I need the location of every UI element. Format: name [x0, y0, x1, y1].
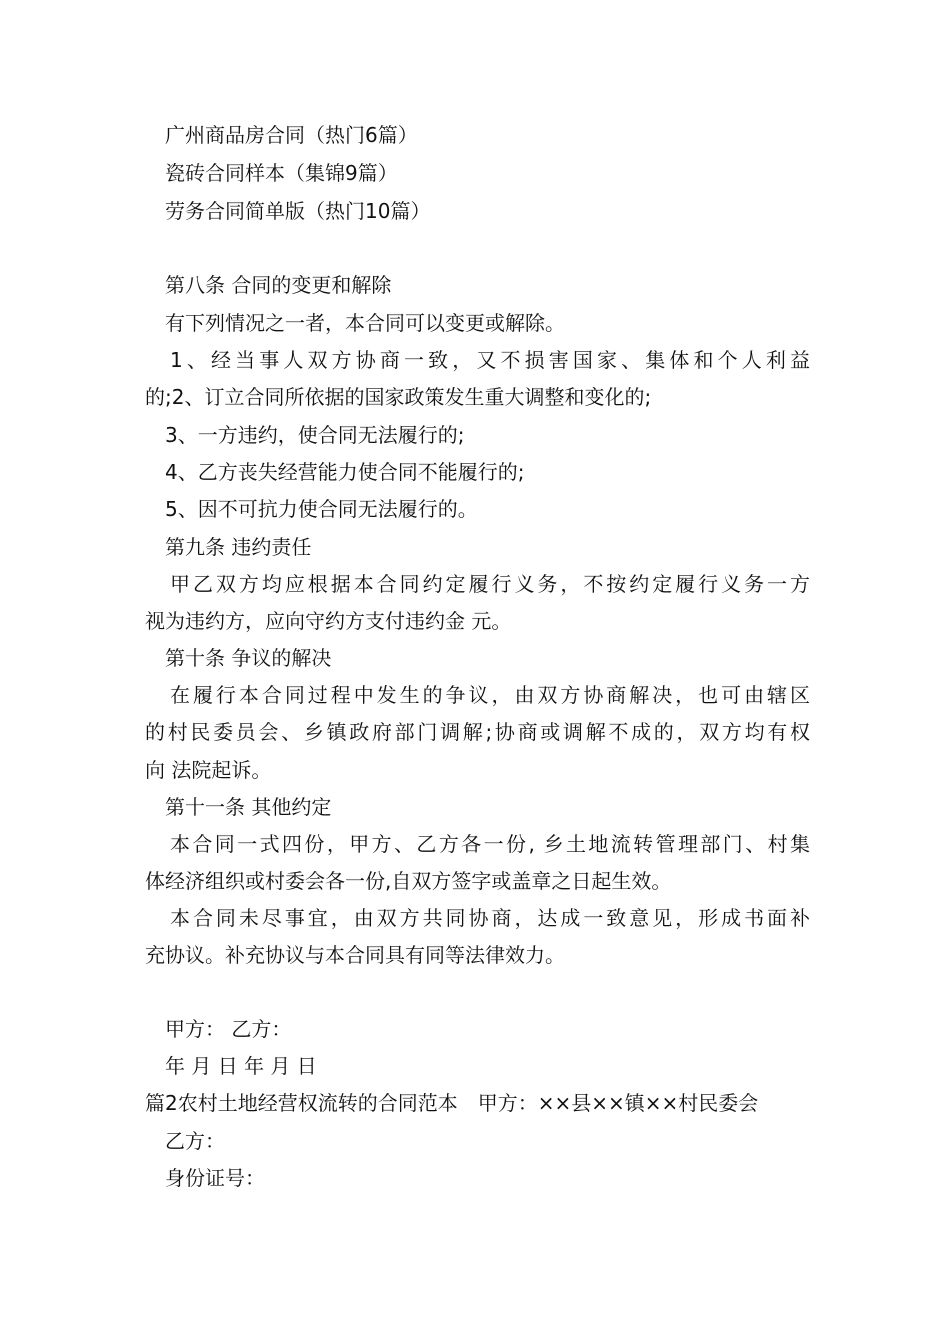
related-link-1[interactable]: 广州商品房合同（热门6篇） [165, 123, 418, 147]
article-10-para-line-2: 的村民委员会、乡镇政府部门调解;协商或调解不成的，双方均有权 [145, 720, 810, 744]
article-8-intro: 有下列情况之一者，本合同可以变更或解除。 [165, 311, 565, 335]
part-2-party-b: 乙方： [165, 1129, 225, 1153]
article-8-item-1-cont: 的;2、订立合同所依据的国家政策发生重大调整和变化的; [145, 385, 652, 409]
article-9-title: 第九条 违约责任 [165, 535, 312, 559]
article-11-title: 第十一条 其他约定 [165, 795, 332, 819]
article-10-title: 第十条 争议的解决 [165, 646, 332, 670]
article-11-para1-line-2: 体经济组织或村委会各一份,自双方签字或盖章之日起生效。 [145, 869, 672, 893]
signature-dates: 年 月 日 年 月 日 [165, 1054, 317, 1078]
part-2-id-number: 身份证号： [165, 1166, 265, 1190]
article-8-item-5: 5、因不可抗力使合同无法履行的。 [165, 497, 478, 521]
article-10-para-line-3: 向 法院起诉。 [145, 758, 272, 782]
article-8-item-1: 1、经当事人双方协商一致，又不损害国家、集体和个人利益 [170, 348, 810, 372]
article-11-para2-line-1: 本合同未尽事宜，由双方共同协商，达成一致意见，形成书面补 [170, 906, 810, 930]
related-link-3[interactable]: 劳务合同简单版（热门10篇） [165, 199, 431, 223]
related-link-2[interactable]: 瓷砖合同样本（集锦9篇） [165, 161, 398, 185]
article-11-para1-line-1: 本合同一式四份，甲方、乙方各一份, 乡土地流转管理部门、村集 [170, 832, 810, 856]
part-2-title: 篇2农村土地经营权流转的合同范本 甲方：××县××镇××村民委会 [145, 1091, 759, 1115]
article-9-para-line-2: 视为违约方，应向守约方支付违约金 元。 [145, 609, 512, 633]
article-8-item-3: 3、一方违约，使合同无法履行的; [165, 423, 465, 447]
signature-parties: 甲方： 乙方： [165, 1017, 292, 1041]
article-9-para-line-1: 甲乙双方均应根据本合同约定履行义务，不按约定履行义务一方 [170, 572, 810, 596]
article-8-title: 第八条 合同的变更和解除 [165, 273, 392, 297]
article-8-item-4: 4、乙方丧失经营能力使合同不能履行的; [165, 460, 525, 484]
article-11-para2-line-2: 充协议。补充协议与本合同具有同等法律效力。 [145, 943, 565, 967]
article-10-para-line-1: 在履行本合同过程中发生的争议，由双方协商解决，也可由辖区 [170, 683, 810, 707]
